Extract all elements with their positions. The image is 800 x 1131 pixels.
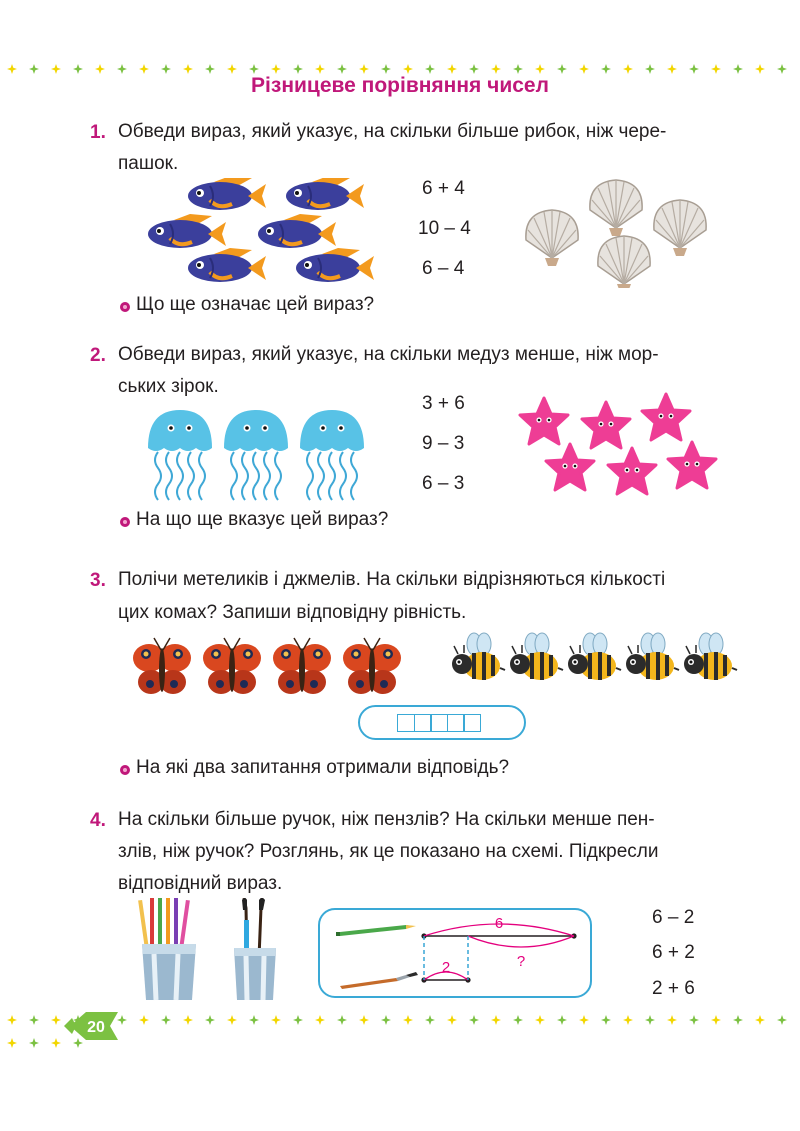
star-decoration [579,1015,589,1025]
star-decoration [249,1015,259,1025]
star-decoration [337,1015,347,1025]
task-1-expr-1[interactable]: 6 + 4 [422,178,465,199]
star-decoration [381,64,391,74]
scheme-unknown-label: ? [516,953,526,970]
jellyfish-icon [300,410,364,500]
star-decoration [7,1038,17,1048]
bullet-icon [120,302,130,312]
butterfly-icon [133,638,191,694]
bullet-icon [120,517,130,527]
star-decoration [359,64,369,74]
star-decoration [139,64,149,74]
task-2-expr-2[interactable]: 9 – 3 [422,433,465,454]
task-3-line-1: Полічи метеликів і джмелів. На скільки відрізняються кількості [118,569,666,590]
page-number-badge [62,1006,126,1046]
task-4-expr-2[interactable]: 6 + 2 [652,942,695,963]
starfish-icon [520,398,568,444]
bumblebee-icon [684,633,737,680]
star-decoration [403,1015,413,1025]
star-decoration [645,64,655,74]
star-decoration [535,1015,545,1025]
fish-icon [258,214,336,248]
star-decoration [447,64,457,74]
bumblebee-group [452,632,744,690]
star-decoration [29,1038,39,1048]
star-decoration [711,1015,721,1025]
task-4-expr-3[interactable]: 2 + 6 [652,978,695,999]
star-decoration [161,1015,171,1025]
star-decoration [513,64,523,74]
answer-cell[interactable] [447,714,465,732]
star-decoration [249,64,259,74]
star-decoration [271,64,281,74]
answer-cell[interactable] [463,714,481,732]
star-decoration [623,1015,633,1025]
bullet-icon [120,765,130,775]
butterfly-group [126,634,416,706]
star-decoration [711,64,721,74]
page-number: 20 [87,1019,105,1036]
fish-icon [296,248,374,282]
fish-group [140,178,380,290]
star-decoration [359,1015,369,1025]
star-decoration [51,1038,61,1048]
star-decoration [271,1015,281,1025]
star-decoration [205,64,215,74]
star-decoration [579,64,589,74]
bumblebee-icon [568,633,621,680]
fish-icon [148,214,226,248]
star-decoration [689,64,699,74]
star-decoration [73,64,83,74]
star-decoration [557,64,567,74]
task-1-expr-2[interactable]: 10 – 4 [418,218,471,239]
bumblebee-icon [626,633,679,680]
bumblebee-icon [510,633,563,680]
star-decoration [513,1015,523,1025]
task-1-number: 1. [90,122,106,143]
task-4-expr-1[interactable]: 6 – 2 [652,907,695,928]
star-decoration [491,1015,501,1025]
starfish-icon [582,402,630,448]
star-decoration [315,64,325,74]
star-decoration [447,1015,457,1025]
brush-cup-icon [228,898,282,1002]
star-decoration [95,64,105,74]
star-decoration [689,1015,699,1025]
task-3-line-2: цих комах? Запиши відповідну рівність. [118,602,467,623]
task-1-line-2: пашок. [118,153,179,174]
star-decoration [425,64,435,74]
star-decoration [7,64,17,74]
starfish-icon [642,394,690,440]
star-decoration [601,64,611,74]
shell-icon [526,210,578,266]
star-decoration [645,1015,655,1025]
star-decoration [315,1015,325,1025]
butterfly-icon [343,638,401,694]
task-2-expr-1[interactable]: 3 + 6 [422,393,465,414]
task-2-question: На що ще вказує цей вираз? [136,509,389,530]
answer-cell[interactable] [414,714,432,732]
answer-frame [358,705,526,740]
star-decoration [755,64,765,74]
star-decoration [205,1015,215,1025]
butterfly-icon [273,638,331,694]
task-4-line-1: На скільки більше ручок, ніж пензлів? На скільки менше пен- [118,809,655,830]
star-decoration [667,64,677,74]
star-decoration [117,64,127,74]
star-decoration [733,64,743,74]
starfish-icon [546,444,594,490]
jellyfish-icon [148,410,212,500]
butterfly-icon [203,638,261,694]
star-decoration [403,64,413,74]
task-3-number: 3. [90,570,106,591]
scheme-small-label: 2 [441,959,451,976]
shell-icon [598,236,650,288]
answer-cells[interactable] [397,714,481,732]
pen-cup-icon [134,898,204,1002]
star-decoration [733,1015,743,1025]
bumblebee-icon [452,633,505,680]
shell-icon [590,180,642,236]
jellyfish-icon [224,410,288,500]
star-decoration [623,64,633,74]
star-decoration [7,1015,17,1025]
task-1-line-1: Обведи вираз, який указує, на скільки більше рибок, ніж чере- [118,121,667,142]
star-decoration [755,1015,765,1025]
answer-cell[interactable] [430,714,448,732]
star-decoration [293,1015,303,1025]
star-decoration [337,64,347,74]
star-decoration [667,1015,677,1025]
scheme-total-label: 6 [494,915,504,932]
task-2-number: 2. [90,345,106,366]
star-decoration [777,1015,787,1025]
star-decoration [183,64,193,74]
task-3-question: На які два запитання отримали відповідь? [136,757,510,778]
star-decoration [381,1015,391,1025]
answer-cell[interactable] [397,714,415,732]
star-decoration [51,64,61,74]
star-decoration [161,64,171,74]
task-2-expr-3[interactable]: 6 – 3 [422,473,465,494]
star-decoration [425,1015,435,1025]
task-2-line-2: ських зірок. [118,376,219,397]
star-decoration [227,1015,237,1025]
shell-icon [654,200,706,256]
star-decoration [29,64,39,74]
star-decoration [535,64,545,74]
star-decoration [183,1015,193,1025]
task-1-question: Що ще означає цей вираз? [136,294,375,315]
starfish-group [510,392,726,498]
starfish-icon [608,448,656,494]
fish-icon [188,248,266,282]
page-title: Різницеве порівняння чисел [251,74,549,97]
star-decoration [29,1015,39,1025]
star-decoration [777,64,787,74]
star-decoration [51,1015,61,1025]
fish-icon [286,178,364,210]
shell-group [520,176,720,288]
jellyfish-group [146,404,366,502]
task-1-expr-3[interactable]: 6 – 4 [422,258,465,279]
star-decoration [469,1015,479,1025]
task-4-line-2: злів, ніж ручок? Розглянь, як це показано на схемі. Підкресли [118,841,659,862]
task-4-line-3: відповідний вираз. [118,873,283,894]
star-decoration [227,64,237,74]
star-decoration [139,1015,149,1025]
fish-icon [188,178,266,210]
starfish-icon [668,442,716,488]
star-decoration [293,64,303,74]
star-decoration [469,64,479,74]
star-decoration [601,1015,611,1025]
task-2-line-1: Обведи вираз, який указує, на скільки медуз менше, ніж мор- [118,344,659,365]
star-decoration [491,64,501,74]
star-decoration [557,1015,567,1025]
task-4-number: 4. [90,810,106,831]
scheme-diagram [318,908,592,998]
